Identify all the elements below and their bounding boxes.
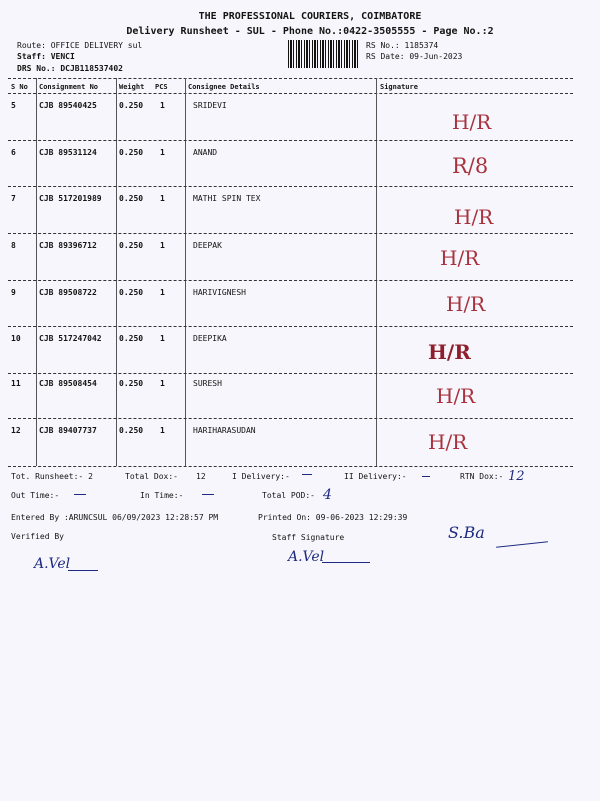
row-signature: H/R	[446, 292, 486, 316]
row-signature: H/R	[454, 205, 494, 229]
row-consignment-no: CJB 89508454	[39, 379, 97, 388]
row-consignee: DEEPAK	[193, 241, 222, 250]
row-consignee: MATHI SPIN TEX	[193, 194, 261, 203]
row-sno: 9	[11, 288, 16, 297]
row-pcs: 1	[160, 288, 165, 297]
row-sno: 6	[11, 148, 16, 157]
column-divider	[36, 78, 37, 466]
row-pcs: 1	[160, 334, 165, 343]
total-pod-value: 4	[323, 487, 332, 503]
row-consignee: SURESH	[193, 379, 222, 388]
row-consignment-no: CJB 89508722	[39, 288, 97, 297]
ii-delivery-label: II Delivery:-	[344, 472, 407, 481]
row-consignment-no: CJB 517201989	[39, 194, 102, 203]
column-divider	[185, 78, 186, 466]
row-consignment-no: CJB 517247042	[39, 334, 102, 343]
row-weight: 0.250	[119, 101, 144, 110]
verified-signature: A.Vel	[34, 556, 71, 572]
i-delivery-dash	[302, 474, 312, 475]
row-consignee: ANAND	[193, 148, 218, 157]
row-weight: 0.250	[119, 148, 144, 157]
total-pod-label: Total POD:-	[262, 491, 315, 500]
col-header-signature: Signature	[380, 83, 418, 91]
row-rule	[8, 280, 573, 281]
col-header-consignee: Consignee Details	[188, 83, 260, 91]
column-divider	[116, 78, 117, 466]
row-weight: 0.250	[119, 426, 144, 435]
i-delivery-label: I Delivery:-	[232, 472, 290, 481]
row-weight: 0.250	[119, 194, 144, 203]
tot-runsheet: Tot. Runsheet:- 2	[11, 472, 93, 481]
table-top-rule	[8, 78, 573, 79]
row-sno: 10	[11, 334, 21, 343]
row-consignment-no: CJB 89396712	[39, 241, 97, 250]
total-dox-label: Total Dox:-	[125, 472, 178, 481]
row-consignee: SRIDEVI	[193, 101, 227, 110]
row-sno: 12	[11, 426, 21, 435]
total-dox-value: 12	[196, 472, 206, 481]
row-sno: 5	[11, 101, 16, 110]
table-bottom-rule	[8, 466, 573, 467]
row-rule	[8, 418, 573, 419]
row-consignee: DEEPIKA	[193, 334, 227, 343]
rs-date: RS Date: 09-Jun-2023	[366, 52, 463, 61]
out-time-dash	[74, 494, 86, 495]
printed-on: Printed On: 09-06-2023 12:29:39	[258, 513, 408, 522]
staff-signature-label: Staff Signature	[272, 533, 345, 542]
row-weight: 0.250	[119, 334, 144, 343]
row-consignment-no: CJB 89531124	[39, 148, 97, 157]
row-signature: H/R	[428, 430, 468, 454]
rtn-dox-label: RTN Dox:-	[460, 472, 504, 481]
out-time-label: Out Time:-	[11, 491, 60, 500]
row-weight: 0.250	[119, 241, 144, 250]
row-consignment-no: CJB 89407737	[39, 426, 97, 435]
row-consignee: HARIHARASUDAN	[193, 426, 256, 435]
runsheet-subtitle: Delivery Runsheet - SUL - Phone No.:0422-3505555 - Page No.:2	[126, 26, 494, 37]
col-header-sno: S No	[11, 83, 28, 91]
column-divider	[376, 78, 377, 466]
company-title: THE PROFESSIONAL COURIERS, COIMBATORE	[198, 11, 422, 22]
in-time-dash	[202, 494, 214, 495]
row-rule	[8, 326, 573, 327]
row-signature: H/R	[428, 340, 471, 364]
row-pcs: 1	[160, 379, 165, 388]
barcode	[288, 40, 358, 68]
staff-signature-stroke	[322, 562, 370, 563]
additional-signature-stroke	[496, 541, 548, 547]
rtn-dox-value: 12	[508, 469, 525, 484]
row-pcs: 1	[160, 194, 165, 203]
row-pcs: 1	[160, 241, 165, 250]
header-bottom-rule	[8, 93, 573, 94]
row-rule	[8, 373, 573, 374]
staff-signature-mark: A.Vel	[288, 549, 325, 565]
row-pcs: 1	[160, 148, 165, 157]
row-rule	[8, 233, 573, 234]
row-consignee: HARIVIGNESH	[193, 288, 246, 297]
rs-number: RS No.: 1185374	[366, 41, 439, 50]
row-signature: H/R	[452, 110, 492, 134]
row-signature: H/R	[436, 384, 476, 408]
row-sno: 11	[11, 379, 21, 388]
row-consignment-no: CJB 89540425	[39, 101, 97, 110]
row-rule	[8, 140, 573, 141]
row-sno: 8	[11, 241, 16, 250]
row-weight: 0.250	[119, 288, 144, 297]
row-weight: 0.250	[119, 379, 144, 388]
staff-label: Staff: VENCI	[17, 52, 75, 61]
ii-delivery-dash	[422, 476, 430, 477]
entered-by: Entered By :ARUNCSUL 06/09/2023 12:28:57 PM	[11, 513, 219, 522]
row-pcs: 1	[160, 101, 165, 110]
row-pcs: 1	[160, 426, 165, 435]
drs-number: DRS No.: DCJB118537402	[17, 64, 123, 73]
row-sno: 7	[11, 194, 16, 203]
col-header-pcs: PCS	[155, 83, 168, 91]
col-header-weight: Weight	[119, 83, 145, 91]
verified-by-label: Verified By	[11, 532, 64, 541]
row-signature: H/R	[440, 246, 480, 270]
route-label: Route: OFFICE DELIVERY sul	[17, 41, 143, 50]
row-rule	[8, 186, 573, 187]
row-signature: R/8	[452, 154, 489, 178]
in-time-label: In Time:-	[140, 491, 184, 500]
verified-signature-stroke	[68, 570, 98, 571]
col-header-consignment: Consignment No	[39, 83, 99, 91]
additional-signature: S.Ba	[448, 523, 485, 542]
